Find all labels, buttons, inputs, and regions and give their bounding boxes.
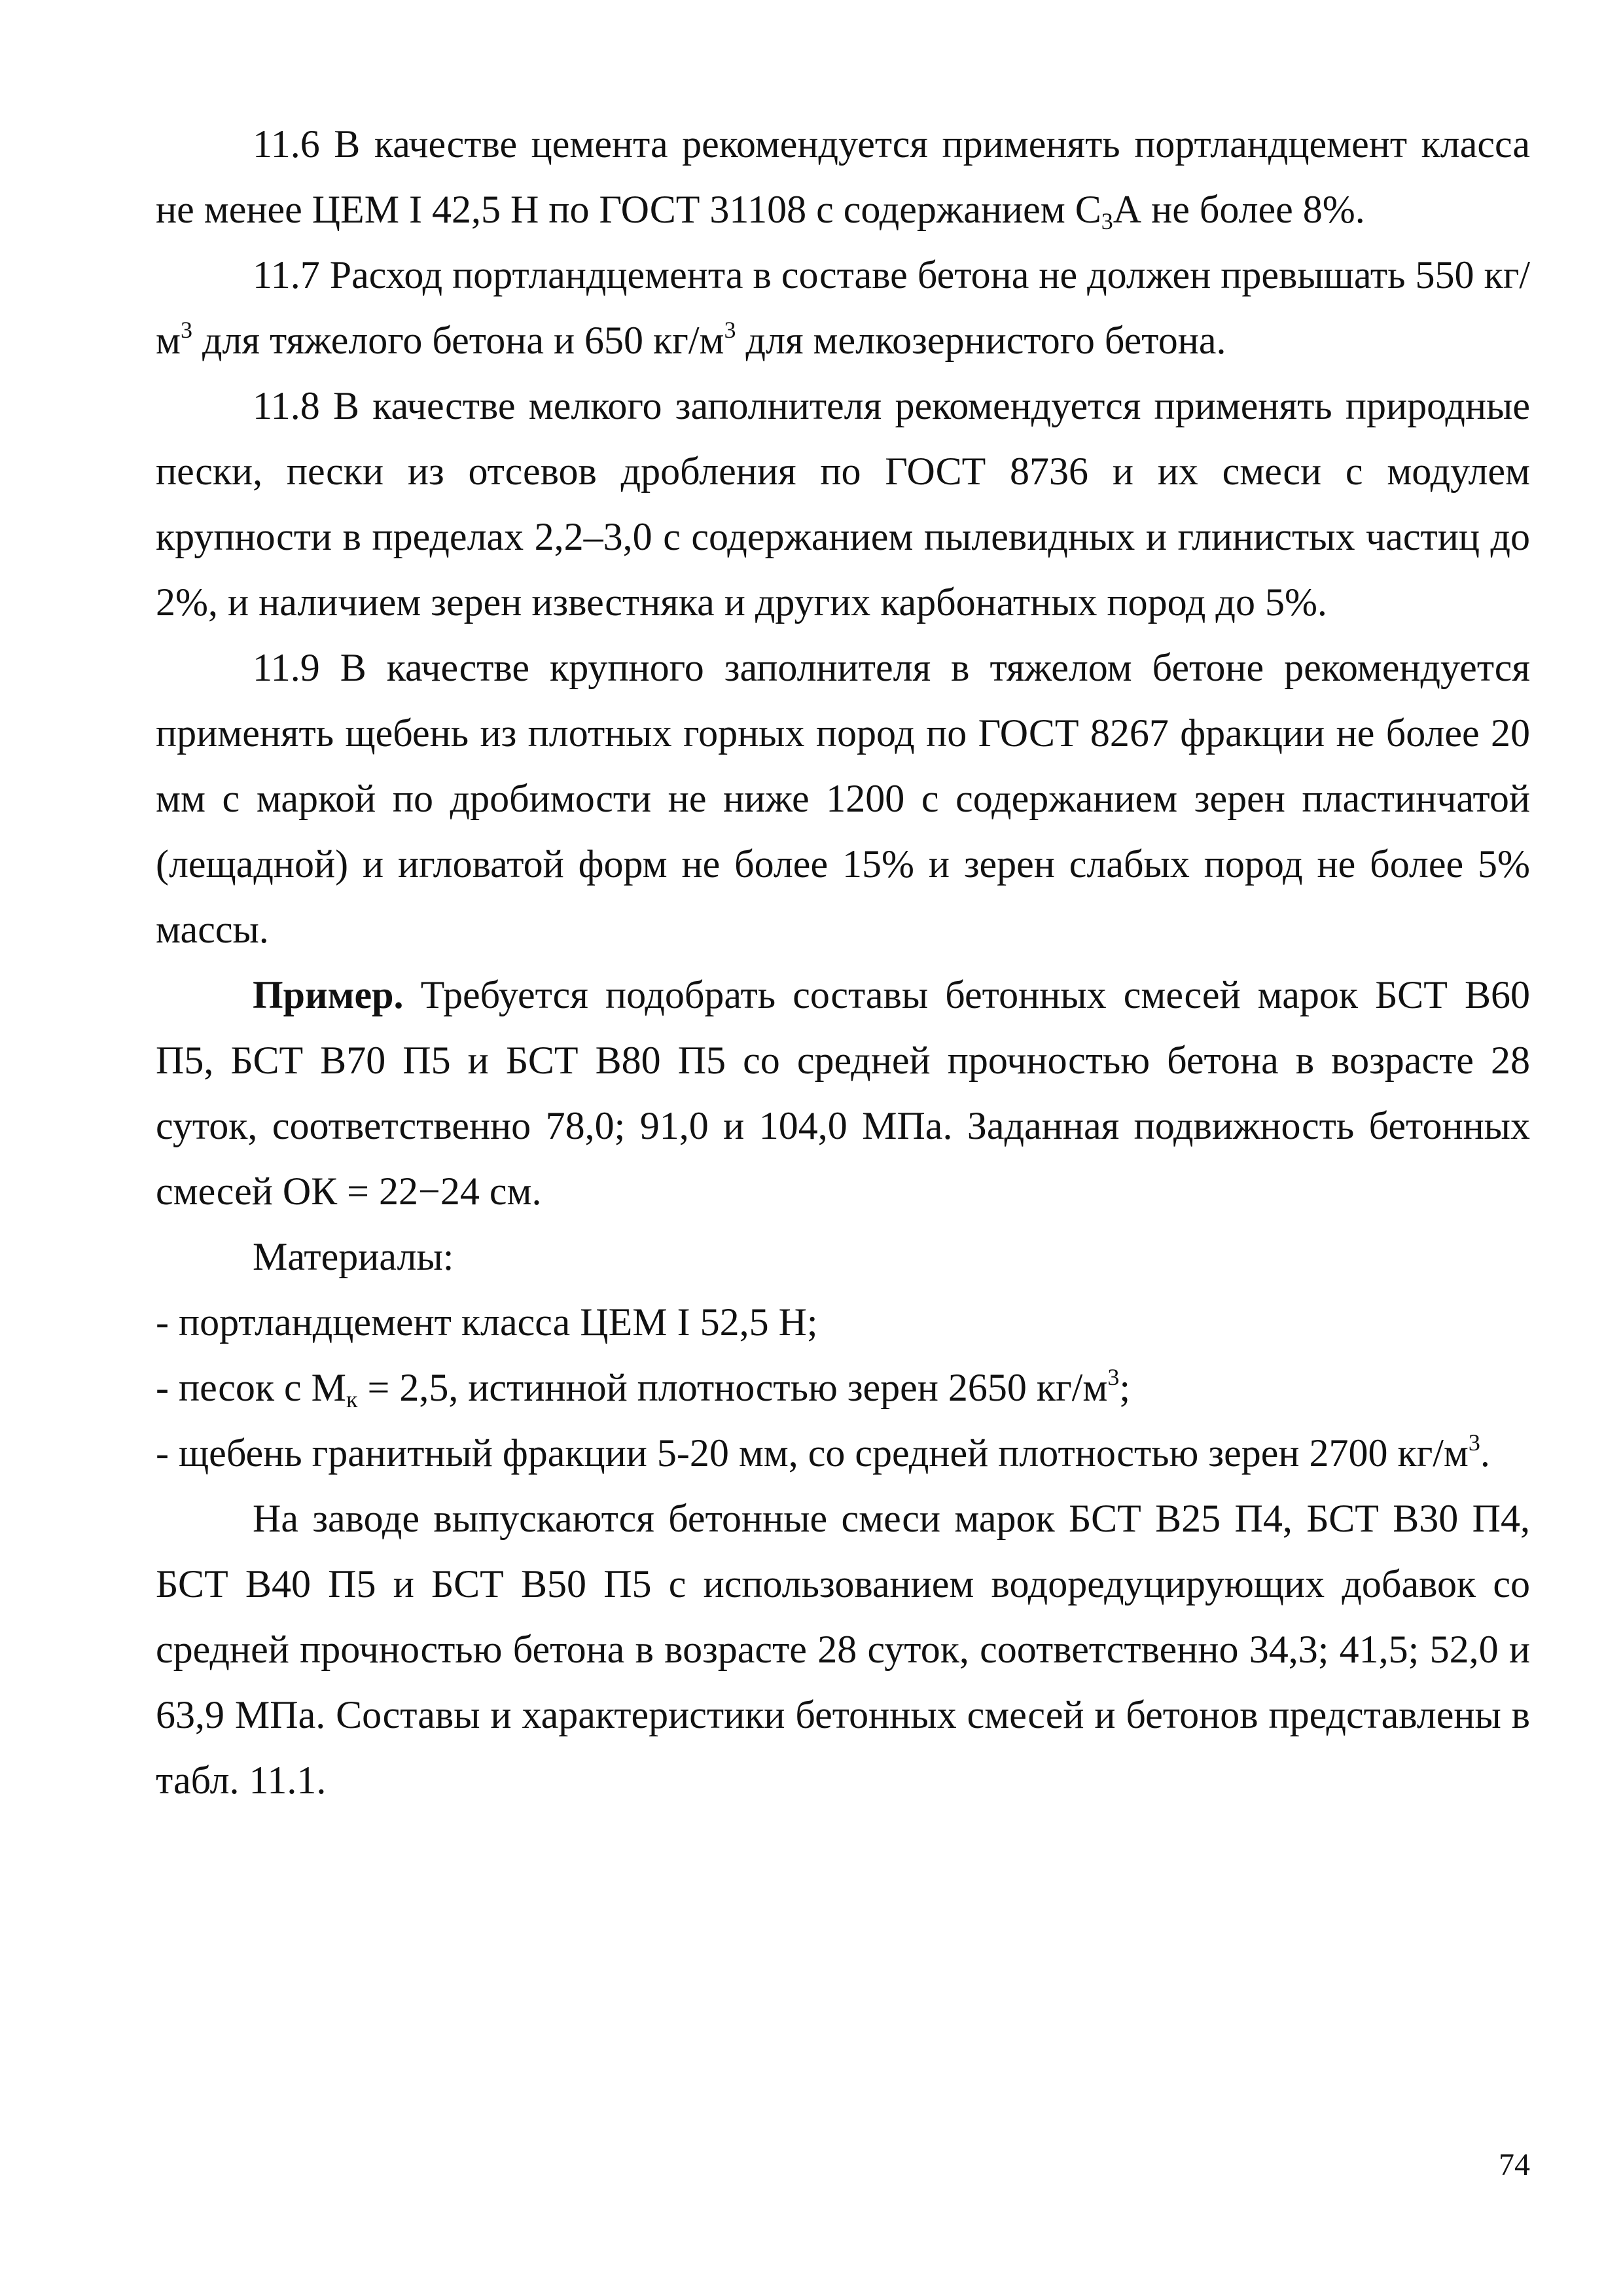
material-item-sand: [156, 1355, 1530, 1420]
material-item-gravel-part-a: - щебень гранитный фракции 5-20 мм, со средней плотностью зерен 2700 кг/м: [156, 1431, 1469, 1475]
page-number: 74: [1499, 2147, 1530, 2182]
subscript-3: 3: [1101, 208, 1113, 234]
paragraph-11-7-part-a: 11.7 Расход портландцемента в составе бетона не должен превышать 550 кг/м: [156, 253, 1530, 362]
paragraph-11-9: 11.9 В качестве крупного заполнителя в тяжелом бетоне рекомендуется применять щебень из плотных горных пород по ГОСТ 8267 фракции не более 20 мм с маркой по дробимости не ниже 1200 с содержанием зерен пластинчатой (лещадной) и игловатой форм не более 15% и зерен слабых пород не более 5% массы.: [156, 646, 1530, 951]
material-item-sand-part-c: ;: [1119, 1366, 1130, 1409]
subscript-k: к: [346, 1386, 358, 1412]
material-item-sand-part-a: - песок с М: [156, 1366, 346, 1409]
plant-paragraph: На заводе выпускаются бетонные смеси марок БСТ В25 П4, БСТ В30 П4, БСТ В40 П5 и БСТ В50 П5 с использованием водоредуцирующих добавок со средней прочностью бетона в возрасте 28 суток, соответственно 34,3; 41,5; 52,0 и 63,9 МПа. Составы и характеристики бетонных смесей и бетонов представлены в табл. 11.1.: [156, 1497, 1530, 1802]
example-text: Требуется подобрать составы бетонных смесей марок БСТ В60 П5, БСТ В70 П5 и БСТ В80 П5 со средней прочностью бетона в возрасте 28 суток, соответственно 78,0; 91,0 и 104,0 МПа. Заданная подвижность бетонных смесей ОК = 22−24 см.: [156, 973, 1530, 1213]
superscript-3: 3: [1107, 1364, 1120, 1390]
material-item-gravel-part-c: .: [1480, 1431, 1490, 1475]
paragraph-11-6-tail: А не более 8%.: [1113, 188, 1365, 231]
material-item-gravel: [156, 1420, 1530, 1486]
material-item-cement: - портландцемент класса ЦЕМ I 52,5 Н;: [156, 1300, 818, 1344]
paragraph-11-8: 11.8 В качестве мелкого заполнителя рекомендуется применять природные пески, пески из отсевов дробления по ГОСТ 8736 и их смеси с модулем крупности в пределах 2,2–3,0 с содержанием пылевидных и глинистых частиц до 2%, и наличием зерен известняка и других карбонатных пород до 5%.: [156, 384, 1530, 624]
paragraph-11-6: [156, 111, 1530, 242]
superscript-3: 3: [1468, 1429, 1480, 1456]
paragraph-11-6-text: 11.6 В качестве цемента рекомендуется применять портландцемент класса не менее ЦЕМ I 42,5 Н по ГОСТ 31108 с содержанием С: [156, 122, 1530, 231]
paragraph-11-7-part-b: для тяжелого бетона и 650 кг/м: [192, 319, 724, 362]
example-label: Пример.: [253, 973, 404, 1016]
superscript-3: 3: [180, 317, 192, 343]
paragraph-11-7: [156, 242, 1530, 373]
paragraph-11-7-part-c: для мелкозернистого бетона.: [736, 319, 1226, 362]
superscript-3: 3: [724, 317, 736, 343]
materials-heading: Материалы:: [253, 1235, 454, 1278]
material-item-sand-part-b: = 2,5, истинной плотностью зерен 2650 кг/м: [357, 1366, 1108, 1409]
example-paragraph: [156, 962, 1530, 1224]
body-text: [156, 111, 1530, 1813]
